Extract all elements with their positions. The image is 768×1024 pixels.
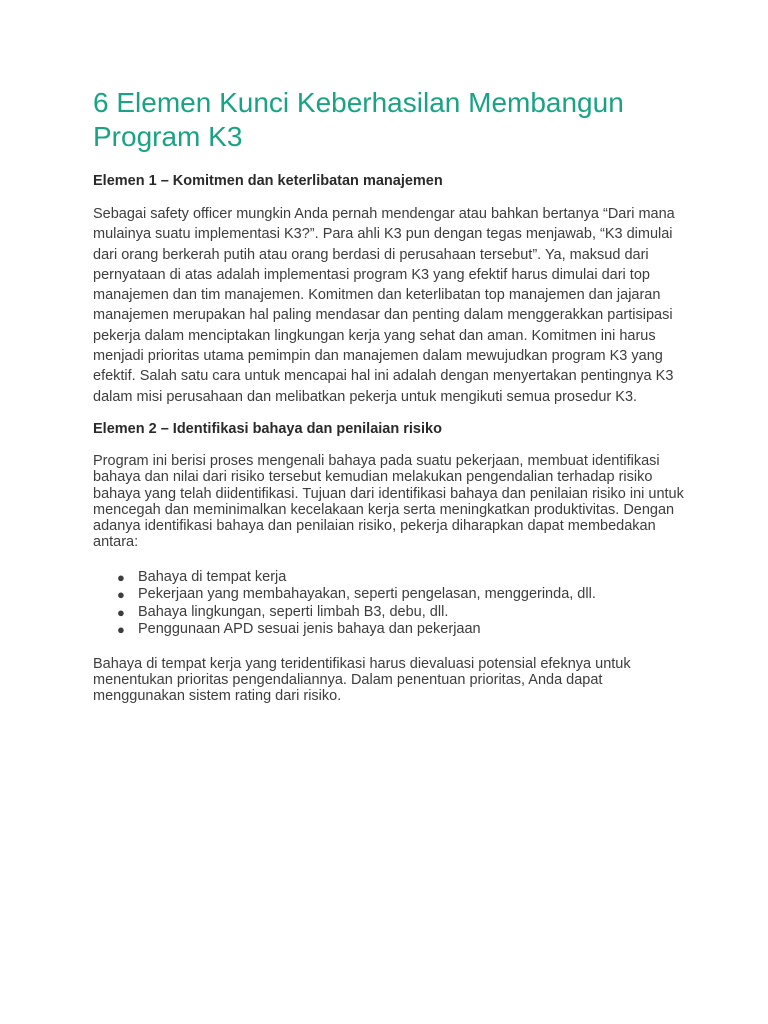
hazard-list (93, 569, 693, 639)
list-item (93, 569, 693, 587)
document-page (93, 86, 693, 705)
list-item-text: Bahaya di tempat kerja (138, 568, 287, 585)
list-item (93, 604, 693, 622)
list-item-text: Penggunaan APD sesuai jenis bahaya dan pekerjaan (138, 621, 481, 638)
bullet-icon: ● (117, 604, 125, 620)
bullet-icon: ● (117, 622, 125, 638)
list-item (93, 621, 693, 639)
list-item-text: Pekerjaan yang membahayakan, seperti pengelasan, menggerinda, dll. (138, 586, 596, 603)
section-1-heading: Elemen 1 – Komitmen dan keterlibatan manajemen (93, 173, 443, 189)
section-2-intro: Program ini berisi proses mengenali bahaya pada suatu pekerjaan, membuat identifikasi bahaya dan nilai dari risiko tersebut kemudian melakukan pengendalian terhadap risiko bahaya yang telah diidentifikasi. Tujuan dari identifikasi bahaya dan penilaian risiko ini untuk mencegah dan meminimalkan kecelakaan kerja serta meningkatkan produktivitas. Dengan adanya identifikasi bahaya dan penilaian risiko, pekerja diharapkan dapat membedakan antara: (93, 452, 684, 551)
document-title: 6 Elemen Kunci Keberhasilan Membangun Program K3 (93, 87, 624, 152)
section-2-closing: Bahaya di tempat kerja yang teridentifikasi harus dievaluasi potensial efeknya untuk menentukan prioritas pengendaliannya. Dalam penentuan prioritas, Anda dapat menggunakan sistem rating dari risiko. (93, 655, 631, 705)
bullet-icon: ● (117, 569, 125, 585)
section-1-paragraph: Sebagai safety officer mungkin Anda pernah mendengar atau bahkan bertanya “Dari mana mulainya suatu implementasi K3?”. Para ahli K3 pun dengan tegas menjawab, “K3 dimulai dari orang berkerah putih atau orang berdasi di perusahaan tersebut”. Ya, maksud dari pernyataan di atas adalah implementasi program K3 yang efektif harus dimulai dari top manajemen dan tim manajemen. Komitmen dan keterlibatan top manajemen dan jajaran manajemen merupakan hal paling mendasar dan penting dalam menggerakkan partisipasi pekerja dalam menciptakan lingkungan kerja yang sehat dan aman. Komitmen ini harus menjadi prioritas utama pemimpin dan manajemen dalam mewujudkan program K3 yang efektif. Salah satu cara untuk mencapai hal ini adalah dengan menyertakan pentingnya K3 dalam misi perusahaan dan melibatkan pekerja untuk mengikuti semua prosedur K3. (93, 206, 675, 405)
list-item (93, 586, 693, 604)
section-2-heading: Elemen 2 – Identifikasi bahaya dan penilaian risiko (93, 420, 442, 437)
list-item-text: Bahaya lingkungan, seperti limbah B3, debu, dll. (138, 603, 449, 620)
bullet-icon: ● (117, 587, 125, 603)
